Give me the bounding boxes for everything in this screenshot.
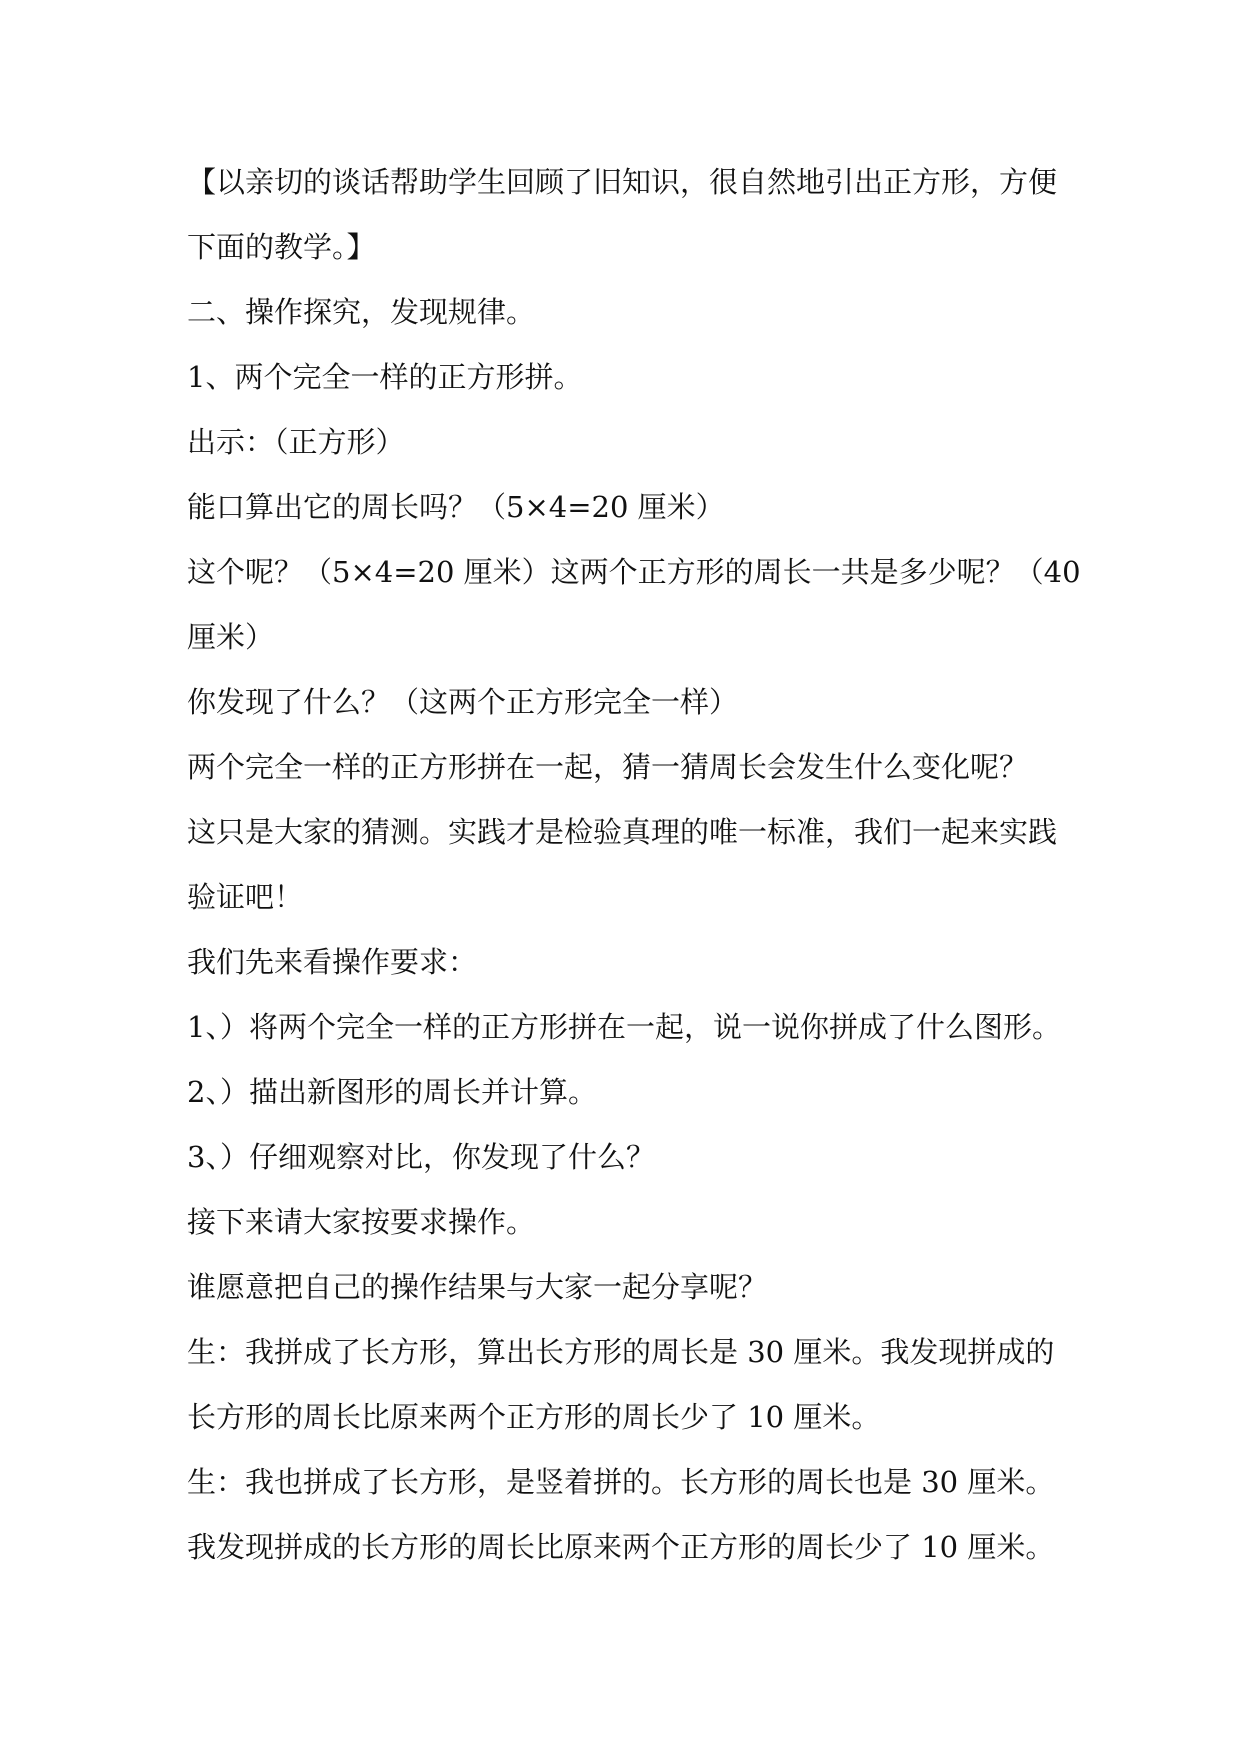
text-line: 厘米） (187, 620, 275, 654)
text-line: 能口算出它的周长吗？（5×4=20 厘米） (187, 490, 725, 524)
text-line: 谁愿意把自己的操作结果与大家一起分享呢？ (187, 1270, 768, 1304)
text-line: 长方形的周长比原来两个正方形的周长少了 10 厘米。 (187, 1400, 881, 1434)
list-item: 2、）描出新图形的周长并计算。 (187, 1075, 597, 1109)
text-line: 生：我也拼成了长方形，是竖着拼的。长方形的周长也是 30 厘米。 (187, 1465, 1055, 1499)
list-item: 1、）将两个完全一样的正方形拼在一起，说一说你拼成了什么图形。 (187, 1010, 1061, 1044)
document-body (187, 161, 1081, 1591)
text-line: 我们先来看操作要求： (187, 945, 478, 979)
text-line: 接下来请大家按要求操作。 (187, 1205, 536, 1239)
text-line: 生：我拼成了长方形，算出长方形的周长是 30 厘米。我发现拼成的 (187, 1335, 1055, 1369)
text-line: 验证吧！ (187, 880, 304, 914)
text-line: 1、两个完全一样的正方形拼。 (187, 360, 583, 394)
text-line: 【以亲切的谈话帮助学生回顾了旧知识，很自然地引出正方形，方便 (187, 165, 1058, 199)
text-line: 我发现拼成的长方形的周长比原来两个正方形的周长少了 10 厘米。 (187, 1530, 1055, 1564)
list-item: 3、）仔细观察对比，你发现了什么？ (187, 1140, 655, 1174)
text-line: 两个完全一样的正方形拼在一起，猜一猜周长会发生什么变化呢？ (187, 750, 1029, 784)
text-line: 下面的教学。】 (187, 230, 376, 264)
section-heading: 二、操作探究，发现规律。 (187, 295, 536, 329)
text-line: 出示：（正方形） (187, 425, 405, 459)
text-line: 你发现了什么？（这两个正方形完全一样） (187, 685, 739, 719)
text-line: 这只是大家的猜测。实践才是检验真理的唯一标准，我们一起来实践 (187, 815, 1058, 849)
text-line: 这个呢？（5×4=20 厘米）这两个正方形的周长一共是多少呢？（40 (187, 555, 1081, 589)
